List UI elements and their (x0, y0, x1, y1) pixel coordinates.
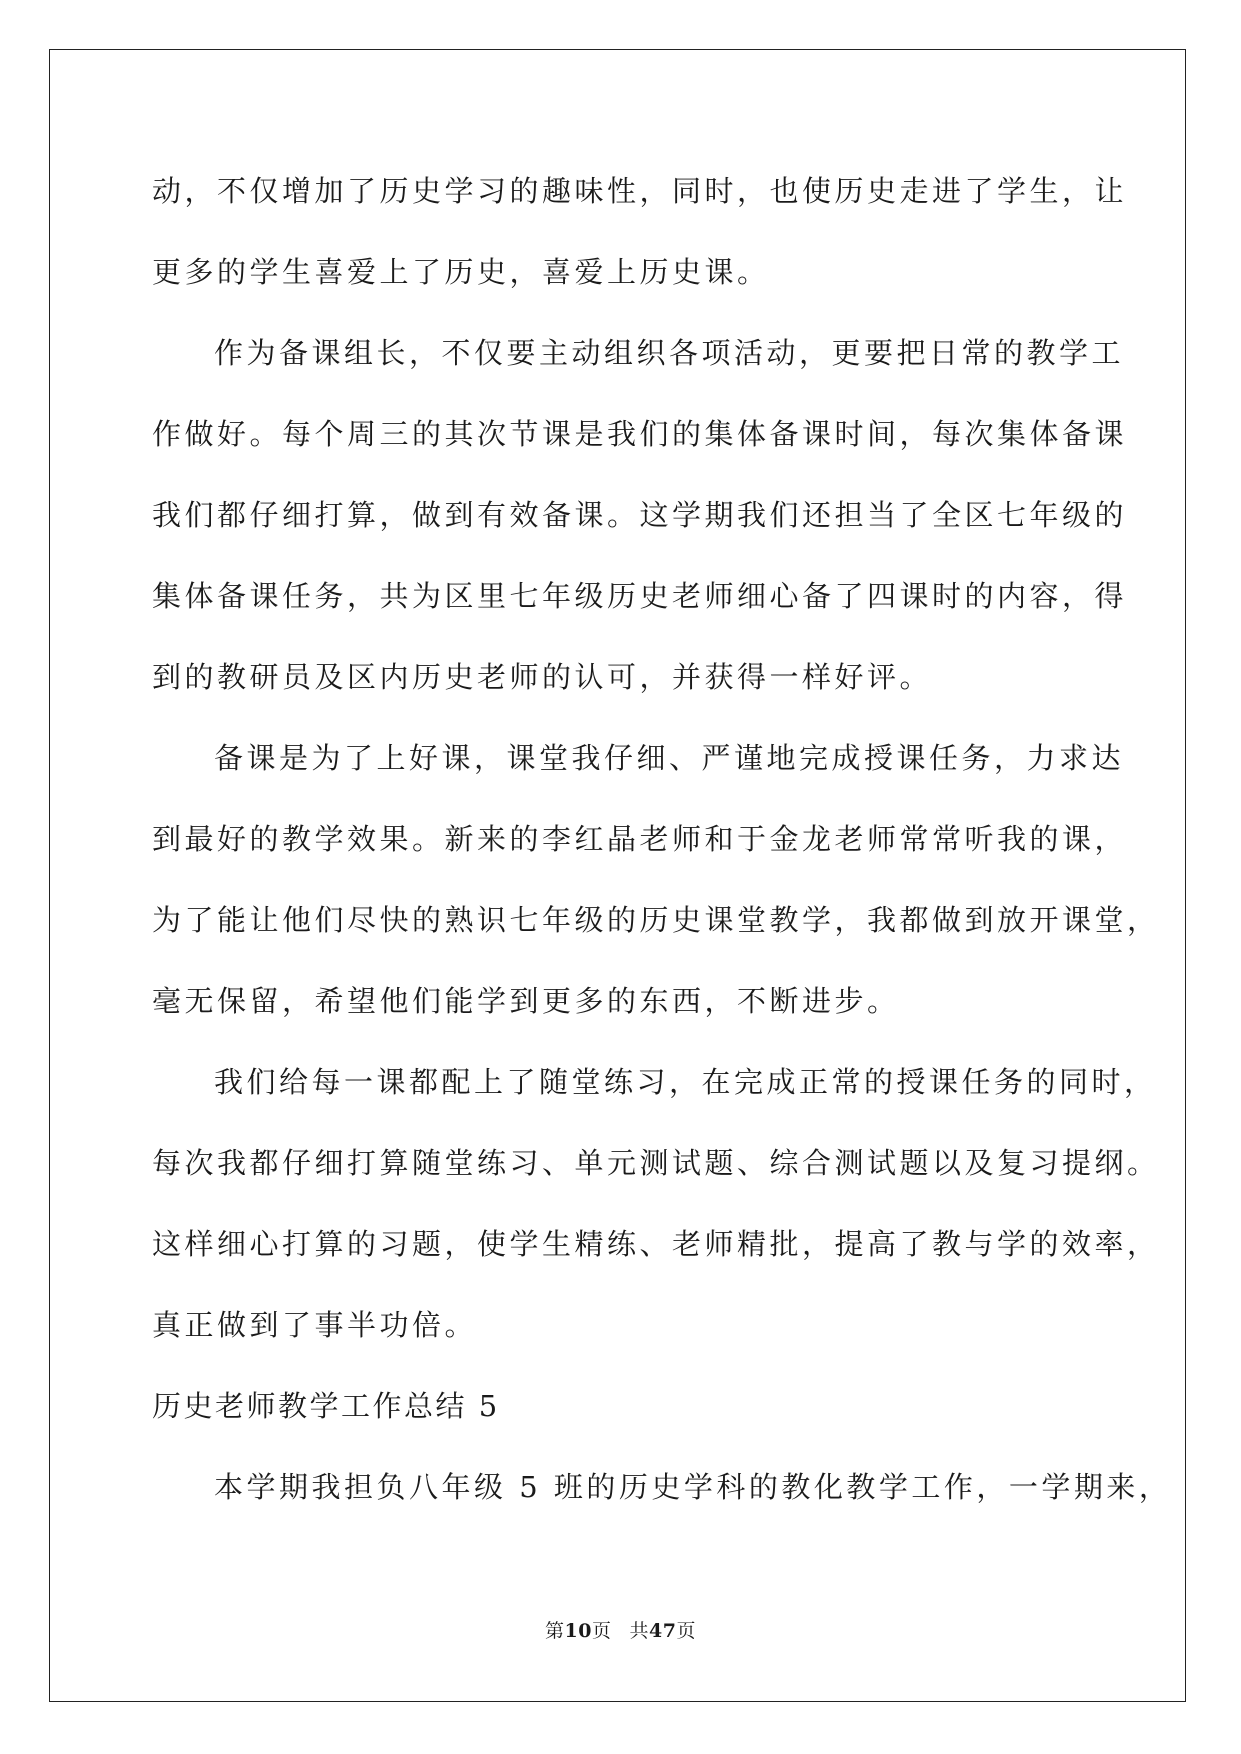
text-line: 更多的学生喜爱上了历史，喜爱上历史课。 (152, 255, 770, 289)
page-number: 10 (564, 1620, 592, 1642)
text-line: 为了能让他们尽快的熟识七年级的历史课堂教学，我都做到放开课堂， (152, 903, 1160, 937)
paragraph-start-line: 本学期我担负八年级 5 班的历史学科的教化教学工作，一学期来， (214, 1470, 1172, 1504)
page-footer (0, 1616, 1241, 1643)
text-line: 真正做到了事半功倍。 (152, 1308, 478, 1342)
paragraph-start-line: 我们给每一课都配上了随堂练习，在完成正常的授课任务的同时， (214, 1065, 1157, 1099)
text-line: 到最好的教学效果。新来的李红晶老师和于金龙老师常常听我的课， (152, 822, 1128, 856)
text-line: 每次我都仔细打算随堂练习、单元测试题、综合测试题以及复习提纲。 (152, 1146, 1160, 1180)
page-prefix: 第 (545, 1620, 565, 1642)
text-line: 到的教研员及区内历史老师的认可，并获得一样好评。 (152, 660, 933, 694)
total-pages: 47 (649, 1620, 677, 1642)
text-line: 集体备课任务，共为区里七年级历史老师细心备了四课时的内容，得 (152, 579, 1128, 613)
total-prefix: 共 (629, 1620, 650, 1642)
page-suffix: 页 (591, 1620, 612, 1642)
text-line: 我们都仔细打算，做到有效备课。这学期我们还担当了全区七年级的 (152, 498, 1128, 532)
text-line: 作做好。每个周三的其次节课是我们的集体备课时间，每次集体备课 (152, 417, 1128, 451)
text-line: 这样细心打算的习题，使学生精练、老师精批，提高了教与学的效率， (152, 1227, 1160, 1261)
section-heading: 历史老师教学工作总结 5 (152, 1389, 500, 1423)
document-body (152, 166, 1172, 1543)
paragraph-start-line: 作为备课组长，不仅要主动组织各项活动，更要把日常的教学工 (214, 336, 1125, 370)
text-line: 动，不仅增加了历史学习的趣味性，同时，也使历史走进了学生，让 (152, 174, 1128, 208)
total-suffix: 页 (676, 1620, 696, 1642)
paragraph-start-line: 备课是为了上好课，课堂我仔细、严谨地完成授课任务，力求达 (214, 741, 1125, 775)
text-line: 毫无保留，希望他们能学到更多的东西，不断进步。 (152, 984, 900, 1018)
